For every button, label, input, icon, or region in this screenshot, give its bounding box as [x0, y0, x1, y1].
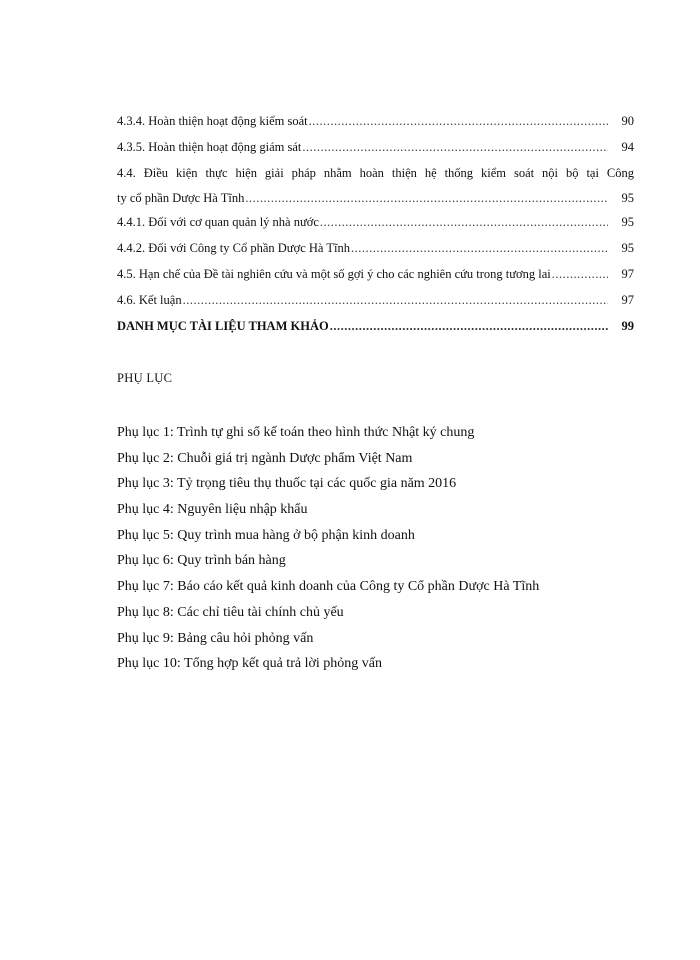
toc-entry-page: 90	[621, 114, 634, 128]
toc-entry-page: 95	[621, 191, 634, 206]
toc-leader-dots	[320, 214, 608, 230]
toc-entry-label: 4.4.2. Đối với Công ty Cổ phần Dược Hà Tĩnh	[117, 241, 350, 256]
toc-entry-4-4-line2	[117, 190, 634, 206]
toc-leader-dots	[552, 266, 608, 282]
toc-entry-page: 95	[621, 215, 634, 230]
toc-leader-dots	[245, 190, 608, 206]
toc-entry-page: 97	[621, 292, 634, 307]
toc-entry-4-4-2	[117, 240, 634, 256]
appendix-item: Phụ lục 4: Nguyên liệu nhập khẩu	[117, 502, 308, 518]
toc-entry-page: 97	[621, 266, 634, 281]
appendix-heading: PHỤ LỤC	[117, 371, 173, 385]
appendix-item: Phụ lục 6: Quy trình bán hàng	[117, 553, 286, 569]
toc-entry-label: 4.3.5. Hoàn thiện hoạt động giám sát	[117, 139, 302, 154]
appendix-item: Phụ lục 8: Các chỉ tiêu tài chính chủ yếu	[117, 604, 344, 620]
toc-leader-dots	[302, 139, 608, 155]
appendix-item: Phụ lục 10: Tổng hợp kết quả trả lời phỏng vấn	[117, 656, 382, 672]
toc-entry-label-line2: ty cổ phần Dược Hà Tĩnh	[117, 191, 245, 206]
toc-entry-label: DANH MỤC TÀI LIỆU THAM KHẢO	[117, 318, 329, 333]
toc-entry-label-line1: 4.4. Điều kiện thực hiện giải pháp nhằm hoàn thiện hệ thống kiểm soát nội bộ tại Công	[117, 165, 634, 180]
toc-leader-dots	[183, 292, 608, 308]
toc-entry-page: 94	[621, 139, 634, 154]
toc-entry-label: 4.6. Kết luận	[117, 292, 182, 307]
appendix-item: Phụ lục 9: Bảng câu hỏi phỏng vấn	[117, 630, 314, 646]
toc-leader-dots	[309, 113, 608, 129]
appendix-item: Phụ lục 7: Báo cáo kết quả kinh doanh của Công ty Cổ phần Dược Hà Tĩnh	[117, 579, 540, 595]
toc-entry-label: 4.3.4. Hoàn thiện hoạt động kiểm soát	[117, 114, 308, 128]
toc-entry-4-4-1	[117, 214, 634, 230]
toc-entry-4-3-4	[117, 113, 634, 129]
toc-entry-label: 4.4.1. Đối với cơ quan quản lý nhà nước	[117, 215, 319, 230]
toc-leader-dots	[351, 240, 608, 256]
toc-entry-4-3-5	[117, 139, 634, 155]
appendix-list	[117, 424, 637, 681]
toc-entry-4-4	[117, 165, 634, 207]
toc-entry-references	[117, 318, 634, 334]
toc-entry-page: 99	[621, 318, 634, 333]
appendix-item: Phụ lục 2: Chuỗi giá trị ngành Dược phẩm Việt Nam	[117, 450, 413, 466]
appendix-item: Phụ lục 3: Tỷ trọng tiêu thụ thuốc tại các quốc gia năm 2016	[117, 476, 457, 492]
appendix-item: Phụ lục 5: Quy trình mua hàng ở bộ phận kinh doanh	[117, 527, 415, 543]
table-of-contents	[117, 113, 634, 343]
toc-entry-label: 4.5. Hạn chế của Đề tài nghiên cứu và một số gợi ý cho các nghiên cứu trong tương lai	[117, 266, 551, 281]
toc-entry-4-6	[117, 292, 634, 308]
toc-leader-dots	[330, 318, 608, 334]
appendix-item: Phụ lục 1: Trình tự ghi sổ kế toán theo hình thức Nhật ký chung	[117, 425, 475, 440]
toc-entry-4-5	[117, 266, 634, 282]
toc-entry-page: 95	[621, 241, 634, 256]
